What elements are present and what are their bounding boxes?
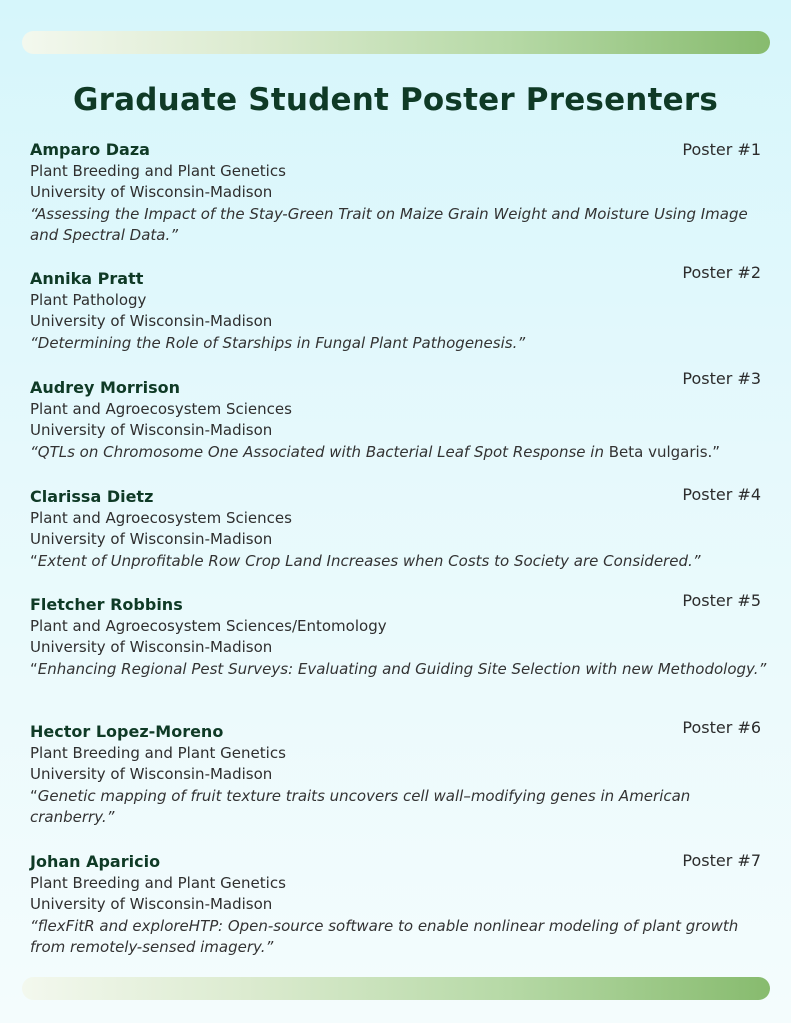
- poster-title-italic: Genetic mapping of fruit texture traits uncovers cell wall–modifying genes in American cranberry.”: [30, 786, 691, 826]
- poster-title: [30, 659, 770, 681]
- presenter-name: Clarissa Dietz: [30, 487, 154, 506]
- presenter-entry: [30, 721, 775, 829]
- presenter-entry: [30, 268, 775, 354]
- presenter-name: Fletcher Robbins: [30, 595, 183, 614]
- presenter-entry: [30, 594, 775, 680]
- presenter-name: Audrey Morrison: [30, 378, 181, 397]
- page-title: Graduate Student Poster Presenters: [73, 82, 718, 118]
- poster-title: [30, 551, 770, 573]
- poster-number: Poster #1: [682, 140, 761, 159]
- presenter-university: University of Wisconsin-Madison: [30, 183, 273, 201]
- presenter-university: University of Wisconsin-Madison: [30, 895, 273, 913]
- open-quote: “: [30, 786, 38, 805]
- poster-title: “flexFitR and exploreHTP: Open-source software to enable nonlinear modeling of plant growth from remotely-sensed imagery.”: [30, 916, 739, 956]
- presenter-university: University of Wisconsin-Madison: [30, 530, 273, 548]
- presenter-department: Plant and Agroecosystem Sciences/Entomology: [30, 616, 387, 635]
- presenter-university: University of Wisconsin-Madison: [30, 638, 273, 656]
- presenter-name: Annika Pratt: [30, 269, 144, 288]
- presenter-department: Plant Breeding and Plant Genetics: [30, 743, 286, 762]
- poster-title-italic: Enhancing Regional Pest Surveys: Evaluating and Guiding Site Selection with new Methodology.”: [37, 659, 767, 678]
- presenter-department: Plant Pathology: [30, 290, 147, 309]
- poster-title: [30, 786, 770, 829]
- poster-number: Poster #2: [682, 263, 761, 282]
- poster-number: Poster #3: [682, 369, 761, 388]
- presenter-name: Amparo Daza: [30, 140, 150, 159]
- poster-title: “Assessing the Impact of the Stay-Green Trait on Maize Grain Weight and Moisture Using Image and Spectral Data.”: [30, 204, 748, 244]
- presenter-university: University of Wisconsin-Madison: [30, 312, 273, 330]
- presenter-university: University of Wisconsin-Madison: [30, 421, 273, 439]
- open-quote: “: [30, 551, 38, 570]
- presenter-university: University of Wisconsin-Madison: [30, 765, 273, 783]
- poster-number: Poster #5: [682, 591, 761, 610]
- poster-number: Poster #4: [682, 485, 761, 504]
- poster-number: Poster #6: [682, 718, 761, 737]
- poster-title-italic: “QTLs on Chromosome One Associated with Bacterial Leaf Spot Response in: [30, 442, 609, 461]
- presenter-entry: [30, 486, 775, 572]
- presenter-entry: [30, 851, 775, 959]
- top-decorative-bar: [22, 31, 770, 54]
- presenter-entry: [30, 377, 775, 463]
- presenter-department: Plant and Agroecosystem Sciences: [30, 508, 292, 527]
- bottom-decorative-bar: [22, 977, 770, 1000]
- poster-title: “Determining the Role of Starships in Fungal Plant Pathogenesis.”: [30, 333, 526, 352]
- presenter-entry: [30, 139, 775, 247]
- presenter-department: Plant Breeding and Plant Genetics: [30, 161, 286, 180]
- poster-title: [30, 442, 770, 464]
- open-quote: “: [30, 659, 38, 678]
- presenter-department: Plant and Agroecosystem Sciences: [30, 399, 292, 418]
- presenter-name: Hector Lopez-Moreno: [30, 722, 224, 741]
- presenter-department: Plant Breeding and Plant Genetics: [30, 873, 286, 892]
- presenter-name: Johan Aparicio: [30, 852, 161, 871]
- poster-title-italic: Extent of Unprofitable Row Crop Land Increases when Costs to Society are Considered.”: [37, 551, 701, 570]
- species-name: Beta vulgaris.”: [608, 442, 721, 461]
- poster-number: Poster #7: [682, 851, 761, 870]
